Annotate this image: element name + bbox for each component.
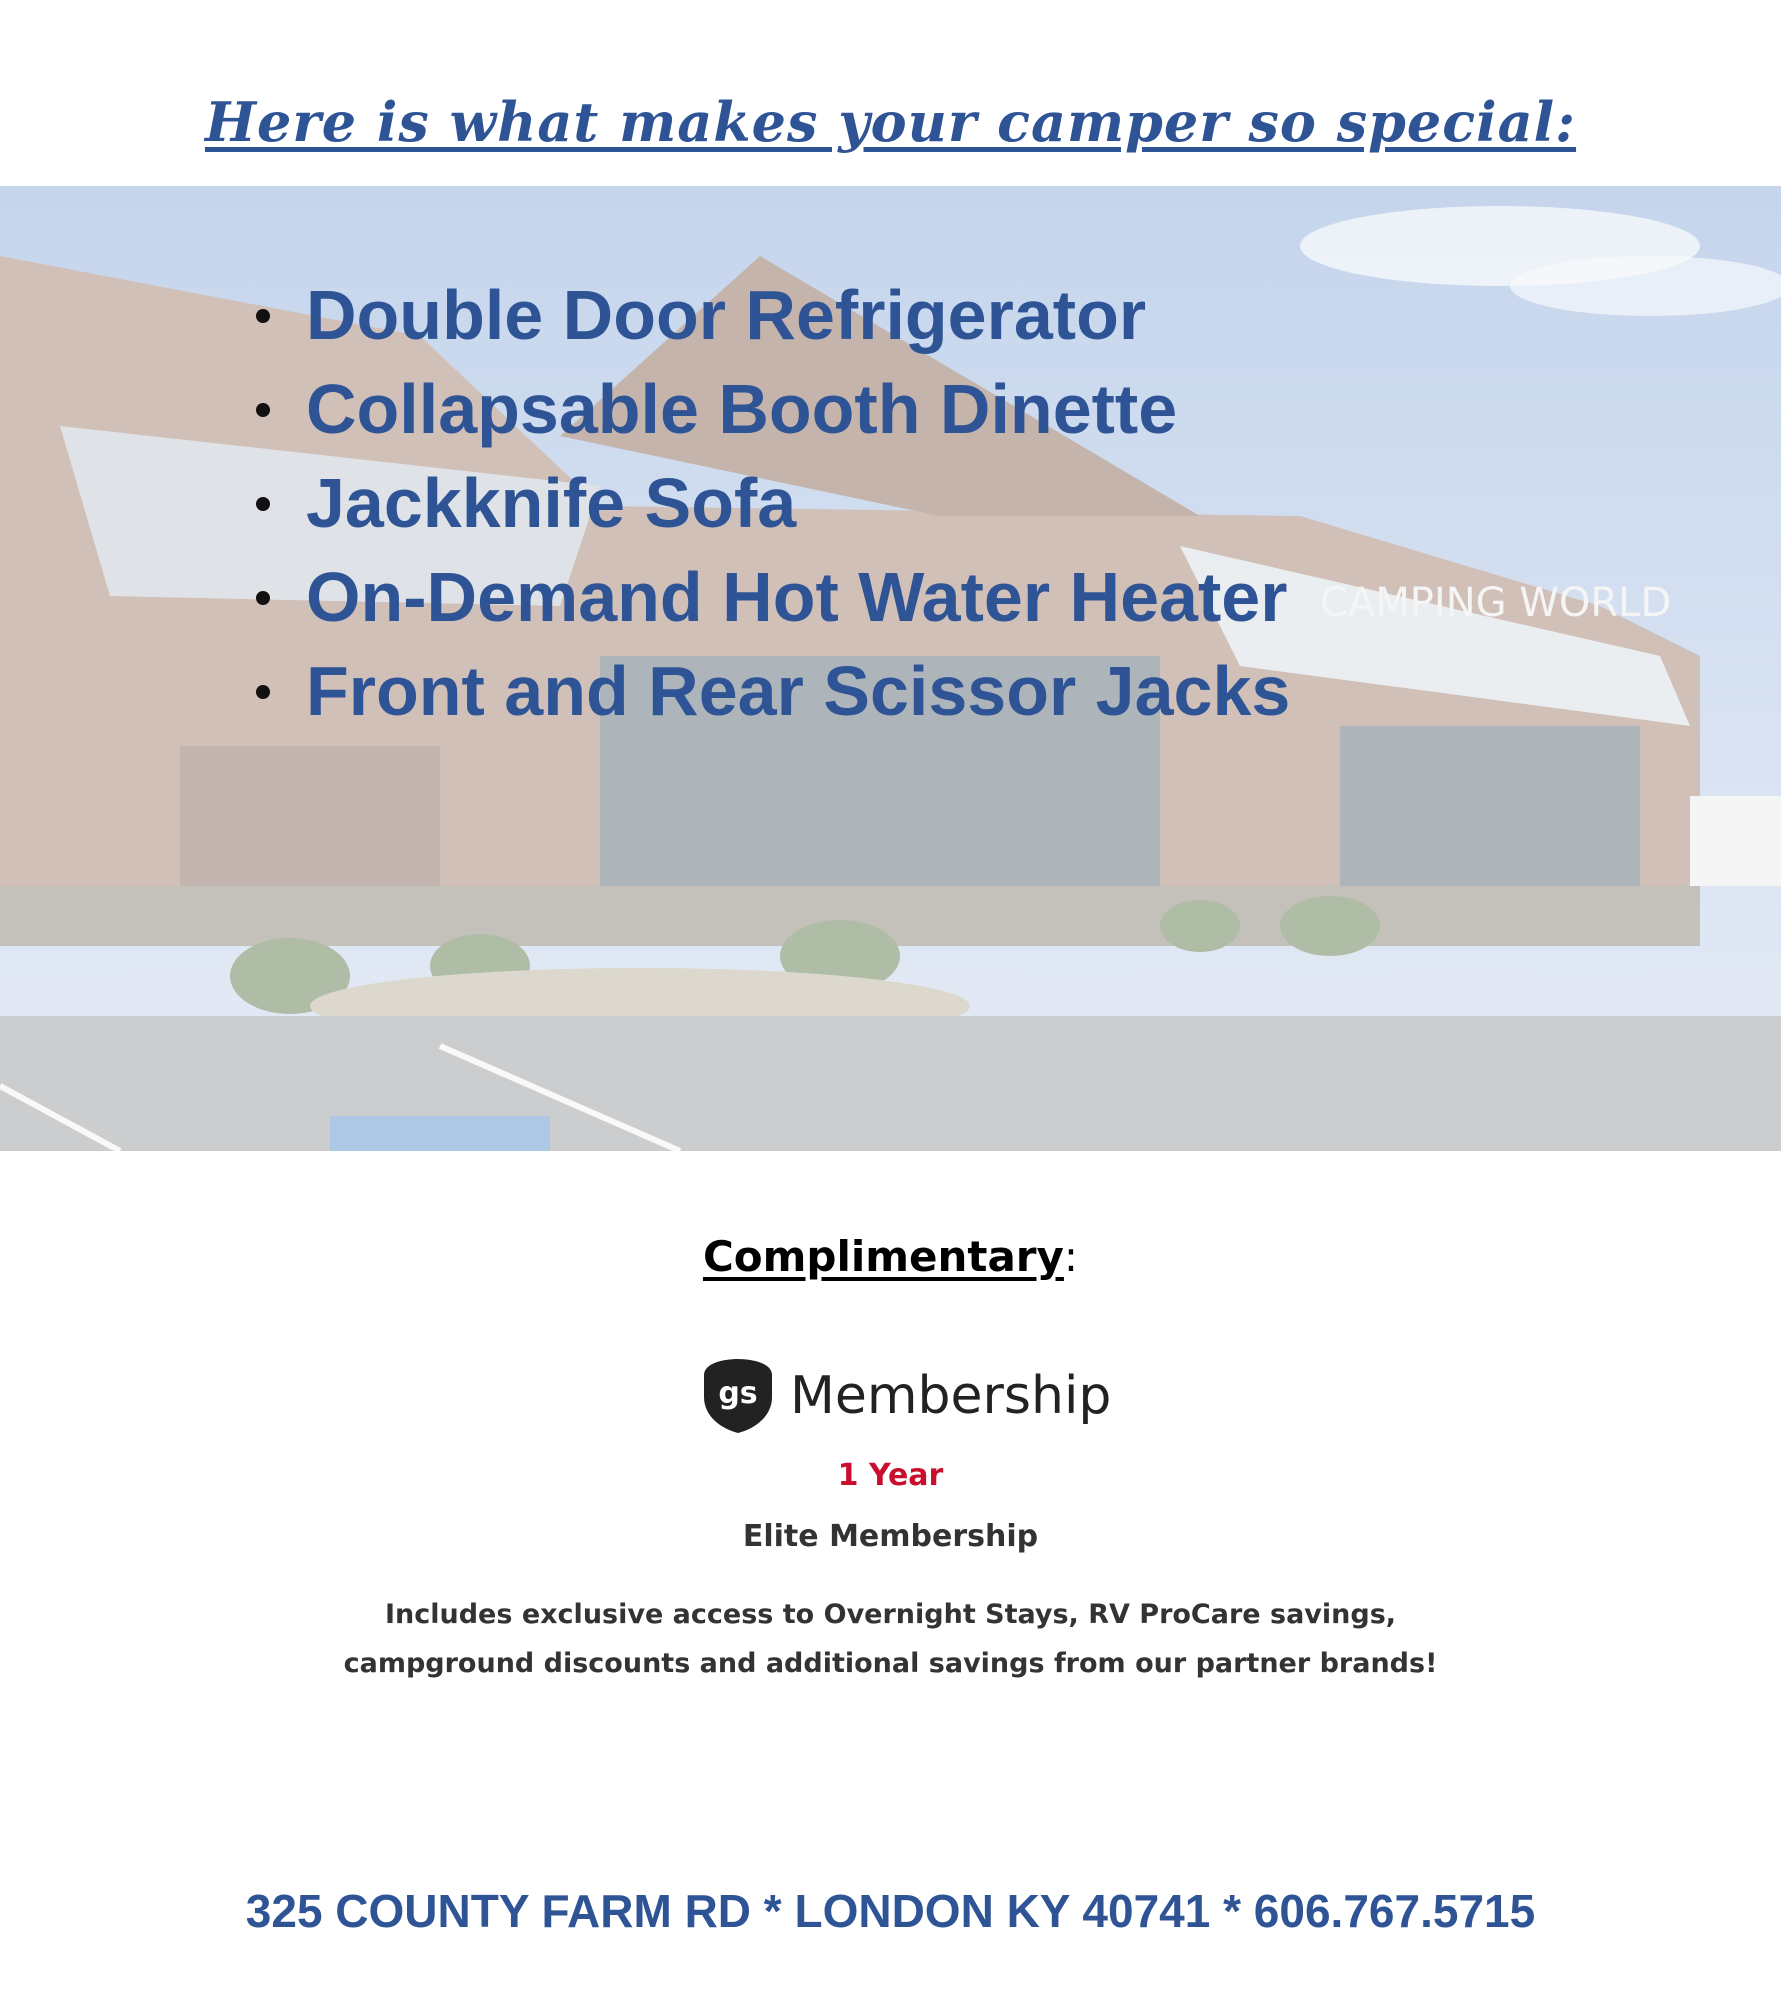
- bullet-icon: [256, 497, 270, 511]
- membership-description: [0, 1590, 1781, 1688]
- feature-list: [250, 268, 1290, 738]
- gs-shield-icon: [700, 1357, 776, 1435]
- complimentary-heading: [0, 1232, 1781, 1281]
- page-headline: Here is what makes your camper so special:: [204, 90, 1577, 154]
- gs-logo-text: gs: [718, 1376, 758, 1411]
- feature-text: Front and Rear Scissor Jacks: [306, 652, 1291, 730]
- feature-text: On-Demand Hot Water Heater: [306, 558, 1288, 636]
- description-line: campground discounts and additional savings from our partner brands!: [343, 1648, 1438, 1679]
- complimentary-colon: :: [1063, 1232, 1079, 1281]
- list-item: [250, 644, 1290, 738]
- hero-section: [0, 186, 1781, 1151]
- list-item: [250, 550, 1290, 644]
- description-line: Includes exclusive access to Overnight Stays, RV ProCare savings,: [384, 1599, 1397, 1630]
- list-item: [250, 268, 1290, 362]
- membership-duration: 1 Year: [837, 1458, 944, 1493]
- gs-logo-word: Membership: [790, 1366, 1112, 1426]
- bullet-icon: [256, 309, 270, 323]
- membership-tier: Elite Membership: [742, 1519, 1039, 1554]
- bullet-icon: [256, 591, 270, 605]
- gs-membership-logo: [700, 1356, 1111, 1436]
- complimentary-label: Complimentary: [702, 1232, 1064, 1281]
- feature-text: Double Door Refrigerator: [306, 276, 1147, 354]
- bullet-icon: [256, 685, 270, 699]
- feature-text: Collapsable Booth Dinette: [306, 370, 1178, 448]
- footer-address: 325 COUNTY FARM RD * LONDON KY 40741 * 606.767.5715: [245, 1885, 1536, 1937]
- feature-text: Jackknife Sofa: [306, 464, 797, 542]
- list-item: [250, 362, 1290, 456]
- list-item: [250, 456, 1290, 550]
- bullet-icon: [256, 403, 270, 417]
